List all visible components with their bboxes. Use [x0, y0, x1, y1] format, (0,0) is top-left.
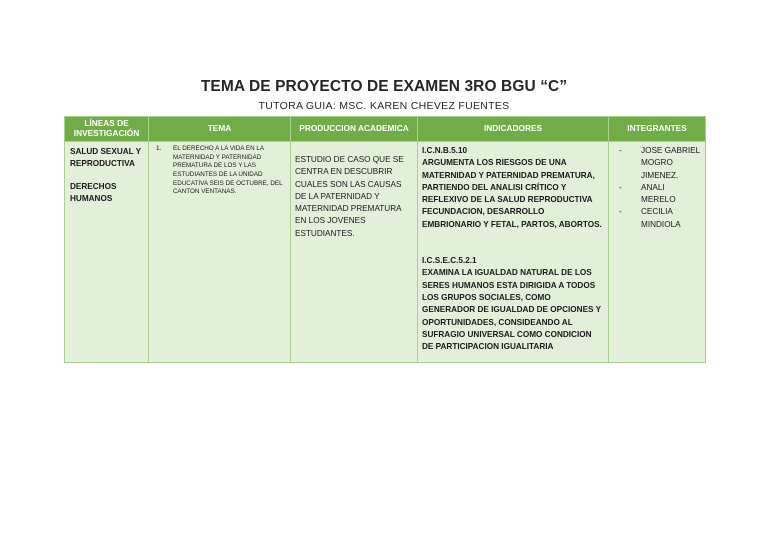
linea-salud-sexual: SALUD SEXUAL Y REPRODUCTIVA: [70, 147, 141, 168]
tema-number: 1.: [156, 145, 162, 152]
produccion-text: ESTUDIO DE CASO QUE SE CENTRA EN DESCUBRIR CUALES SON LAS CAUSAS DE LA PATERNIDAD Y MATERNIDAD PREMATURA EN LOS JOVENES ESTUDIANTES.: [295, 155, 404, 238]
cell-lineas: [65, 142, 149, 363]
header-integrantes: INTEGRANTES: [609, 117, 706, 142]
document-title: TEMA DE PROYECTO DE EXAMEN 3RO BGU “C”: [200, 78, 568, 95]
integrante-3: [613, 206, 701, 231]
list-marker: -: [619, 146, 622, 155]
linea-derechos-humanos: DERECHOS HUMANOS: [70, 181, 117, 203]
cell-produccion: [291, 142, 418, 363]
indicador-2: [422, 255, 604, 353]
integrante-name: ANALI MERELO: [641, 182, 676, 205]
integrante-1: [613, 145, 701, 182]
list-marker: -: [619, 207, 622, 217]
header-tema: TEMA: [149, 117, 291, 142]
header-produccion: PRODUCCION ACADEMICA: [291, 117, 418, 142]
integrante-name: CECILIA MINDIOLA: [641, 207, 681, 229]
list-marker: -: [619, 182, 622, 192]
indicador-1-code: I.C.N.B.5.10: [422, 146, 468, 155]
indicador-2-text: EXAMINA LA IGUALDAD NATURAL DE LOS SERES HUMANOS ESTA DIRIGIDA A TODOS LOS GRUPOS SOCIALES, COMO GENERADOR DE IGUALDAD DE OPCIONES Y OPORTUNIDADES, CONSIDEANDO AL SUFRAGIO UNIVERSAL COMO CONDICION DE PARTICIPACION IGUALITARIA: [422, 268, 601, 352]
indicador-1: [422, 145, 604, 231]
header-indicadores: INDICADORES: [418, 117, 609, 142]
table-header: [65, 117, 706, 142]
header-row: [65, 117, 706, 142]
integrante-2: [613, 182, 701, 207]
cell-integrantes: [609, 142, 706, 363]
project-table: [64, 116, 706, 363]
header-lineas: LÍNEAS DE INVESTIGACIÓN: [65, 117, 149, 142]
cell-indicadores: [418, 142, 609, 363]
document-subtitle: TUTORA GUIA: MSC. KAREN CHEVEZ FUENTES: [258, 100, 510, 112]
indicador-2-code: I.C.S.E.C.5.2.1: [422, 256, 477, 266]
table-row: [65, 142, 706, 363]
cell-tema: [149, 142, 291, 363]
indicador-1-text: ARGUMENTA LOS RIESGOS DE UNA MATERNIDAD Y PATERNIDAD PREMATURA, PARTIENDO DEL ANALISI CRÍTICO Y REFLEXIVO DE LA SALUD REPRODUCTIVA FECUNDACION, DESARROLLO EMBRIONARIO Y FETAL, PARTOS, ABORTOS.: [422, 158, 602, 229]
tema-text: EL DERECHO A LA VIDA EN LA MATERNIDAD Y PATERNIDAD PREMATURA DE LOS Y LAS ESTUDIANTES DE LA UNIDAD EDUCATIVA SEIS DE OCTUBRE, DEL CANTON VENTANAS.: [173, 145, 283, 196]
integrante-name: JOSE GABRIEL MOGRO JIMENEZ.: [641, 146, 700, 180]
